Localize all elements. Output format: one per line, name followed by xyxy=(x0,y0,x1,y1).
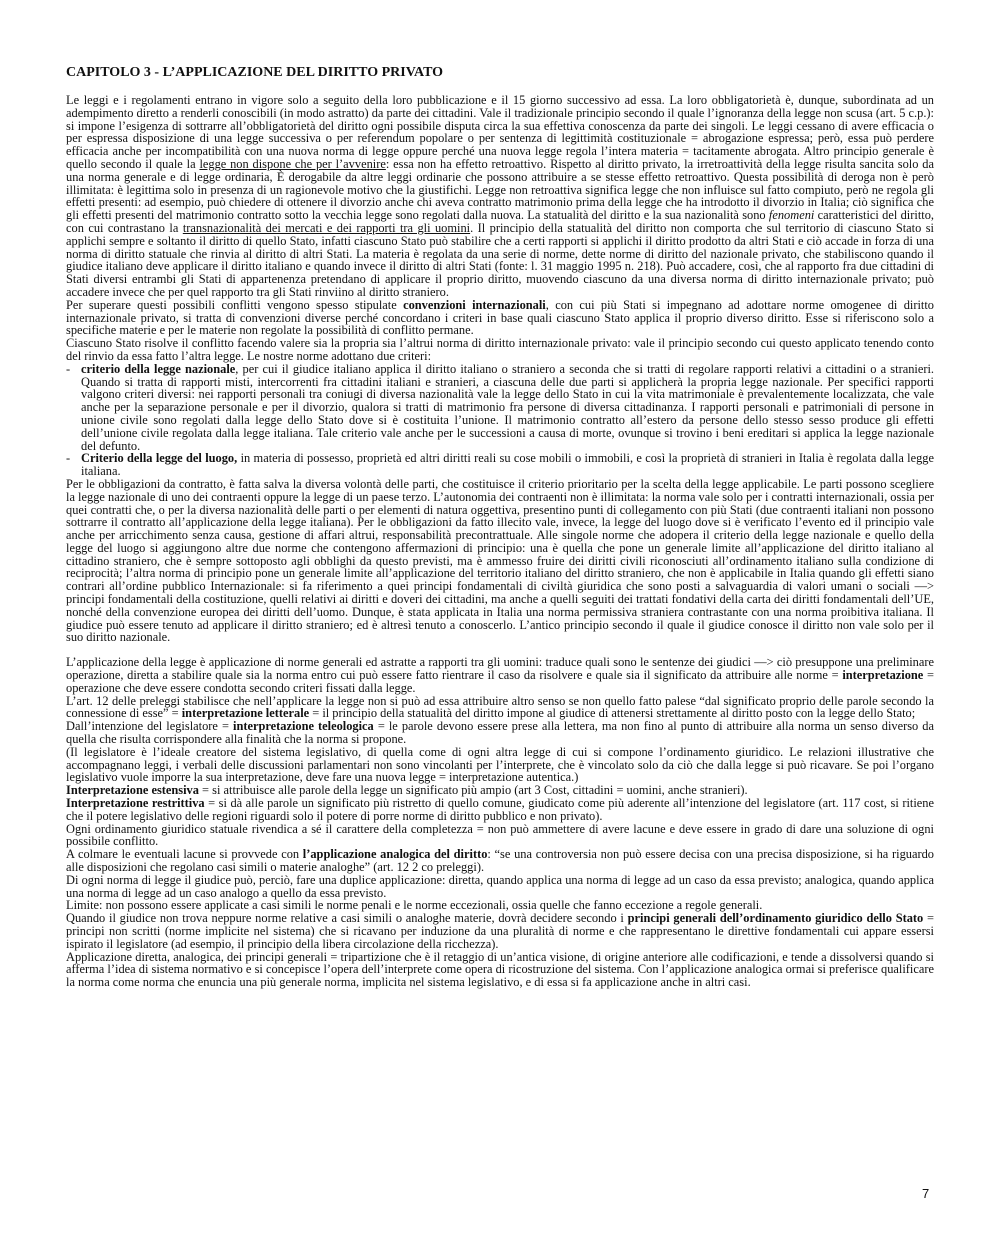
paragraph-convenzioni: Per superare questi possibili conflitti vengono spesso stipulate convenzioni internazionali, con cui più Stati si impegnano ad adottare norme omogenee di diritto internazionale privato, si tratta di convenzioni diverse perché concordano i criteri in base quali ciascuno Stato applica il proprio diverso diritto. Esse si riferiscono solo a specifiche materie e per le materie non regolate la possibilità di conflitto permane. xyxy=(66,297,934,338)
chapter-title: CAPITOLO 3 - L’APPLICAZIONE DEL DIRITTO PRIVATO xyxy=(66,65,444,80)
paragraph-duplice-applicazione: Di ogni norma di legge il giudice può, perciò, fare una duplice applicazione: diretta, quando applica una norma di legge ad un caso da essa previsto; analogica, quando applica una norma di legge ad un caso analogo a quello da essa previsto. xyxy=(66,872,934,900)
paragraph-interpretazione-teleologica: Dall’intenzione del legislatore = interpretazione teleologica = le parole devono essere prese alla lettera, ma non fino al punto di attribuire alla norma un senso diverso da quella che risulta corrispondere alla finalità che la norma si propone. xyxy=(66,719,934,747)
paragraph-principi-generali: Quando il giudice non trova neppure norme relative a casi simili o analoghe materie, dovrà decidere secondo i principi generali dell’ordinamento giuridico dello Stato = principi non scritti (norme implicite nel sistema) che si ricavano per induzione da una pluralità di norme e che rappresentano le direttive fondamentali cui appare essersi ispirato il legislatore (ad esempio, il principio della libera circolazione della ricchezza). xyxy=(66,911,934,951)
bullet-dash: - xyxy=(66,451,71,466)
paragraph-interpretazione-restrittiva: Interpretazione restrittiva = si dà alle parole un significato più ristretto di quello comune, giudicato come più aderente all’intenzione del legislatore (art. 117 cost, si ritiene che il potere legislativo delle regioni riguardi solo il potere di porre norme di diritto pubblico e non privato). xyxy=(66,796,934,823)
paragraph-analogia: A colmare le eventuali lacune si provvede con l’applicazione analogica del diritto: “se una controversia non può essere decisa con una precisa disposizione, si ha riguardo alle disposizioni che regolano casi simili o materie analoghe” (art. 12 2 co preleggi). xyxy=(66,847,934,875)
list-item: - criterio della legge nazionale, per cui il giudice italiano applica il diritto italiano o straniero a seconda che si tratti di regolare rapporti relativi a cittadini o a stranieri. Quando si tratta di rapporti misti, intercorrenti fra cittadini italiani e stranieri, a ciascuna delle due parti si applicherà la propria legge nazionale. Per specifici rapporti valgono criteri diversi: nei rapporti personali tra coniugi di diversa nazionalità vale la legge dello Stato in cui la vita matrimoniale è prevalentemente localizzata, che vale anche per la separazione personale e per il divorzio, qualora si tratti di matrimonio fra persone di diversa cittadinanza. I rapporti personali e patrimoniali di persone in unione civile sono regolati dalla legge dello Stato dove si è costituita l’unione. Il matrimonio contratto all’estero da persone dello stesso sesso produce gli effetti dell’unione civile regolata dalla legge italiana. Tale criterio vale anche per le successioni a causa di morte, ovunque si trovino i beni ereditari si applica la legge nazionale del defunto. xyxy=(66,361,935,453)
paragraph-interpretazione-estensiva: Interpretazione estensiva = si attribuisce alle parole della legge un significato più ampio (art 3 Cost, cittadini = uomini, anche stranieri). xyxy=(66,783,748,798)
page-number: 7 xyxy=(922,1186,930,1201)
criteria-list xyxy=(66,363,934,478)
document-page xyxy=(66,64,934,989)
paragraph-criteri: Ciascuno Stato risolve il conflitto facendo valere sia la propria sia l’altrui norma di diritto internazionale privato: vale il principio secondo cui questo applicato tenendo conto del rinvio da essa fatto l’altra legge. Le nostre norme adottano due criteri: xyxy=(66,336,934,363)
bullet-dash: - xyxy=(66,361,71,376)
paragraph-interpretazione: L’applicazione della legge è applicazione di norme generali ed astratte a rapporti tra gli uomini: traduce quali sono le sentenze dei giudici —> ciò presuppone una preliminare operazione, diretta a stabilire quale sia la norma entro cui può essere fatto rientrare il caso da risolvere e quale sia il significato da attribuire alle norme = interpretazione = operazione che deve essere condotta secondo criteri fissati dalla legge. xyxy=(66,655,934,695)
paragraph-tripartizione: Applicazione diretta, analogica, dei principi generali = tripartizione che è il retaggio di un’antica visione, di origine anteriore alle codificazioni, e tende a dissolversi quando si afferma l’idea di sistema normativo e si concepisce l’opera dell’interprete come opera di ricostruzione del sistema. Con l’applicazione analogica ormai si preferisce qualificare la norma come norma che enuncia una più generale norma, implicita nel sistema legislativo, e di essa si fa applicazione anche in altri casi. xyxy=(66,949,934,990)
list-item: - Criterio della legge del luogo, in materia di possesso, proprietà ed altri diritti reali su cose mobili o immobili, e così la proprietà di stranieri in Italia è regolata dalla legge italiana. xyxy=(66,451,935,479)
paragraph-legislatore: (Il legislatore è l’ideale creatore del sistema legislativo, di quella come di ogni altra legge di cui si compone l’ordinamento giuridico. Le relazioni illustrative che accompagnano leggi, i verbali delle discussioni parlamentari non sono vincolanti per l’interprete, che è vincolato solo da ciò che dalla legge si può ricavare. Se poi l’organo legislativo vuole imporre la sua interpretazione, deve fare una nuova legge = interpretazione autentica.) xyxy=(66,744,934,785)
paragraph-interpretazione-letterale: L’art. 12 delle preleggi stabilisce che nell’applicare la legge non si può ad essa attribuire altro senso se non quello fatto palese “dal significato proprio delle parole secondo la connessione di esse” = interpretazione letterale = il principio della statualità del diritto impone al giudice di attenersi strettamente al diritto posto con la legge dello Stato; xyxy=(66,693,934,721)
paragraph-limite: Limite: non possono essere applicate a casi simili le norme penali e le norme eccezionali, ossia quelle che fanno eccezione a regole generali. xyxy=(66,898,763,913)
paragraph-entrata-in-vigore: Le leggi e i regolamenti entrano in vigore solo a seguito della loro pubblicazione e il 15 giorno successivo ad essa. La loro obbligatorietà è, dunque, subordinata ad un adempimento diretto a renderli conoscibili (in modo astratto) da parte dei cittadini. Vale il tradizionale principio secondo il quale l’ignoranza della legge non scusa (art. 5 c.p.): si impone l’esigenza di sottrarre all’obbligatorietà del diritto ogni possibile disputa circa la sua effettiva conoscenza da parte dei singoli. Le leggi cessano di avere efficacia o per espressa disposizione di una legge successiva o per referendum popolare o per sentenza di legittimità costituzionale = abrogazione espressa; però, essa può perdere efficacia anche per incompatibilità con una nuova norma di legge oppure perché una nuova legge regola l’intera materia = tacitamente abrogata. Altro principio generale è quello secondo il quale la legge non dispone che per l’avvenire: essa non ha effetto retroattivo. Rispetto al diritto privato, la irretroattività della legge risulta sancita solo da una norma generale e di legge ordinaria, È derogabile da altre leggi ordinarie che possono attribuire a se stesse effetto retroattivo. Questa possibilità di deroga non è però illimitata: è legittima solo in presenza di un ragionevole motivo che la giustifichi. Legge non retroattiva significa legge che non influisce sul fatto compiuto, però ne regola gli effetti presenti: ad esempio, può chiedere di ottenere il divorzio anche chi aveva contratto matrimonio prima della legge che ha introdotto il divorzio in Italia; ciò significa che gli effetti presenti del matrimonio contratto sotto la vecchia legge sono regolati dalla nuova. La statualità del diritto e la sua nazionalità sono fenomeni caratteristici del diritto, con cui contrastano la transnazionalità dei mercati e dei rapporti tra gli uomini. Il principio della statualità del diritto non comporta che sul territorio di ciascuno Stato si applichi sempre e soltanto il diritto di quello Stato, infatti ciascuno Stato può stabilire che a certi rapporti si applichi il diritto prodotto da altri Stati e ciò accade in forza di una norma di diritto statuale che rinvia al diritto di altri Stati. La materia è regolata da una serie di norme, dette norme di diritto del nazionale privato, che stabiliscono quando il giudice italiano deve applicare il diritto italiano e quando invece il diritto di altri Stati (fonte: l. 31 maggio 1995 n. 218). Può accadere, così, che al rapporto fra due cittadini di Stati diversi entrambi gli Stati di appartenenza pretendano di applicare il proprio diritto, muovendo ciascuno da una diversa norma di diritto internazionale privato; può accadere invece che per quel rapporto tra gli Stati rinviino al diritto straniero. xyxy=(66,93,934,299)
paragraph-completezza: Ogni ordinamento giuridico statuale rivendica a sé il carattere della completezza = non può ammettere di avere lacune e deve essere in grado di dare una soluzione di ogni possibile conflitto. xyxy=(66,821,934,849)
paragraph-obbligazioni: Per le obbligazioni da contratto, è fatta salva la diversa volontà delle parti, che costituisce il criterio prioritario per la scelta della legge applicabile. Le parti possono scegliere la legge nazionale di uno dei contraenti oppure la legge di un paese terzo. L’autonomia dei contraenti non è illimitata: la norma vale solo per i contratti internazionali, ossia per quei contratti che, o per la diversa nazionalità delle parti o per elementi di natura oggettiva, presentino punti di collegamento con più Stati (due contraenti italiani non possono sottrarre il contratto all’applicazione della legge italiana). Per le obbligazioni da fatto illecito vale, invece, la legge del luogo dove si è verificato l’evento ed il principio vale anche per arricchimento senza causa, gestione di affari altrui, responsabilità precontrattuale. Alle singole norme che adopera il criterio della legge nazionale e quello della legge del luogo si aggiungono altre due norme che contengono affermazioni di principio: una è quella che pone un generale limite all’applicazione del diritto italiano al cittadino straniero, che è sempre sottoposto agli obblighi da questo previsti, ma è ammesso fruire dei diritti civili riconosciuti all’ordinamento italiano sulla condizione di reciprocità; l’altra norma di principio pone un generale limite all’applicazione del territorio italiano del diritto straniero, che non è applicabile in Italia quando gli effetti siano contrari all’ordine pubblico Internazionale: si fa riferimento a quei principi fondamentali di civiltà giuridica che sono posti a salvaguardia di valori umani o sociali —> principi fondamentali della costituzione, quelli relativi ai diritti e doveri dei cittadini, ma anche a quelli seguiti dei trattati fondativi della carta dei diritti fondamentali dell’UE, nonché della convenzione europea dei diritti dell’uomo. Dunque, è stata applicata in Italia una norma permissiva straniera contrastante con una norma proibitiva italiana. Il giudice può essere tenuto ad applicare il diritto straniero; ed è altresì tenuto a conoscerlo. L’antico principio secondo il quale il giudice conosce il diritto non vale solo per il suo diritto nazionale. xyxy=(66,476,934,645)
